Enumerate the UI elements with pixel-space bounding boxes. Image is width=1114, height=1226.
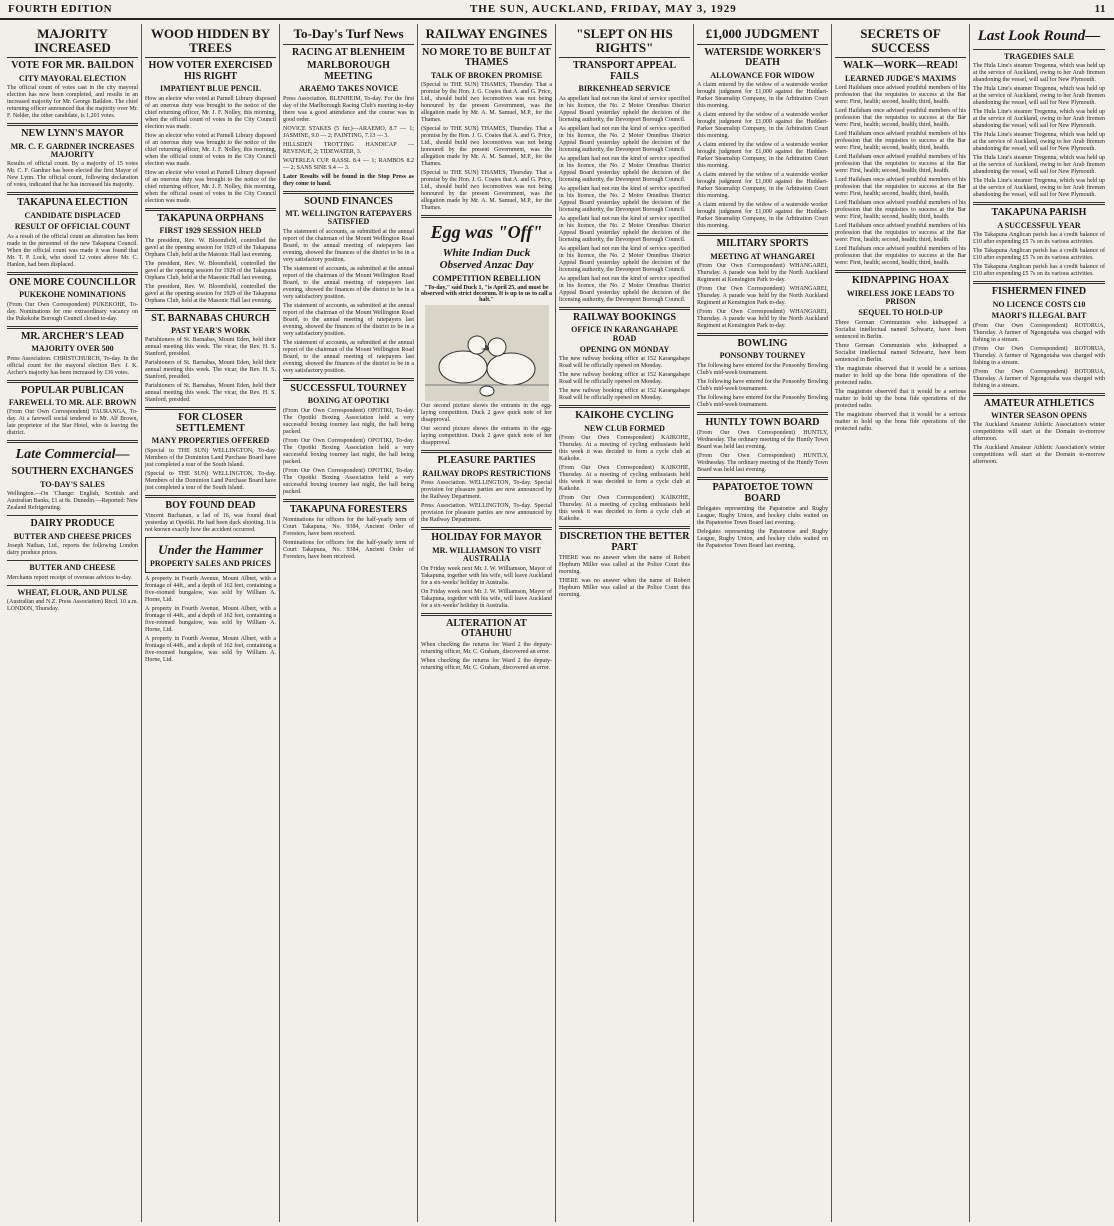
subheadline: TRANSPORT APPEAL FAILS [572, 60, 677, 82]
article-text: How an elector who voted at Parnell Library disposed of an onerous duty was brought to the notice of the chief returning officer, Mr. J. F. Nolley, this morning, when the official count of votes in the City Council election was made. [145, 132, 276, 167]
article-text: A claim entered by the widow of a waterside worker brought judgment for £1,000 against the Huddart-Parker Steamship Company, in the Arbitration Court this morning. [697, 142, 828, 170]
subheadline: SEQUEL TO HOLD-UP [858, 308, 943, 318]
subheadline: MR. WILLIAMSON TO VISIT AUSTRALIA [432, 545, 541, 564]
subheadline: TRAGEDIES SALE [1003, 52, 1075, 61]
subheadline: HOW VOTER EXERCISED HIS RIGHT [148, 60, 273, 82]
article-text: The new railway booking office at 152 Karangahape Road will be officially opened on Monday. [559, 372, 690, 386]
headline: WHEAT, FLOUR, AND PULSE [17, 587, 128, 597]
article-text: (From Our Own Correspondent) KAIKOHE, Thursday. At a meeting of cycling enthusiasts held this week it was decided to form a cycle club at Kaikohe. [559, 495, 690, 523]
subheadline: PROPERTY SALES AND PRICES [150, 558, 271, 568]
article-text: The following have entered for the Ponsonby Bowling Club's mid-week tournament. [697, 378, 828, 392]
article-text: (From Our Own Correspondent) KAIKOHE, Thursday. At a meeting of cycling enthusiasts held this week it was decided to form a cycle club at Kaikohe. [559, 435, 690, 463]
article-text: Our second picture shows the entrants in the egg-laying competition. Duck 2 gave quick note of her disapproval. [421, 403, 552, 424]
article-text: A claim entered by the widow of a waterside worker brought judgment for £1,000 against the Huddart-Parker Steamship Company, in the Arbitration Court this morning. [697, 82, 828, 110]
subheadline: ARAEMO TAKES NOVICE [299, 84, 398, 94]
columns [4, 24, 1110, 1222]
article-text: A property in Fourth Avenue, Mount Albert, with a frontage of 44ft., and a depth of 162 feet, containing a five-roomed bungalow, was sold by William A. Horne, Ltd. [145, 606, 276, 634]
article-text: The magistrate observed that it would be a serious matter to hold up the bona fide operations of the protected radio. [835, 411, 966, 432]
subheadline: TO-DAY'S SALES [40, 479, 105, 489]
article-text: The Hula Line's steamer Tregenna, which was held up at the service of Auckland, owing to her Arab firemen abandoning the vessel, will sail for New Plymouth. [973, 86, 1105, 107]
subheadline: RAILWAY DROPS RESTRICTIONS [422, 468, 551, 478]
headline: NEW LYNN'S MAYOR [21, 128, 124, 140]
article-text: (Special to THE SUN) WELLINGTON, To-day. Members of the Dominion Land Purchase Board have just completed a tour of the South Island. [145, 470, 276, 491]
headline: ONE MORE COUNCILLOR [9, 276, 136, 288]
column-4 [418, 24, 556, 1222]
page-number: 11 [1094, 3, 1106, 15]
headline: TAKAPUNA PARISH [991, 207, 1087, 219]
headline: RAILWAY ENGINES [425, 26, 548, 41]
article-text: THERE was no answer when the name of Robert Hepburn Miller was called at the Police Court this morning. [559, 555, 690, 576]
article-text: (From Our Own Correspondent) HUNTLY, Wednesday. The ordinary meeting of the Huntly Town Board was held last evening. [697, 430, 828, 451]
article-text: (From Our Own Correspondent) OPOTIKI, To-day. The Opotiki Boxing Association held a very successful boxing tourney last night, the hall being packed. [283, 437, 414, 465]
headline: ST. BARNABAS CHURCH [151, 312, 270, 324]
subheadline: MR. C. F. GARDNER INCREASES MAJORITY [10, 141, 135, 160]
headline: TAKAPUNA ELECTION [17, 197, 128, 209]
headline: POPULAR PUBLICAN [20, 384, 125, 396]
article-text: (From Our Own Correspondent) ROTORUA, Thursday. A farmer of Ngongotaha was charged with fishing in a stream. [973, 322, 1105, 343]
edition-label: FOURTH EDITION [8, 3, 113, 15]
subheadline: BIRKENHEAD SERVICE [578, 84, 671, 94]
article-text: Lord Hailsham once advised youthful members of his profession that the requisites to success at the Bar were: First, health; second, health; third, health. [835, 246, 966, 267]
subheadline: OFFICE IN KARANGAHAPE ROAD [571, 325, 678, 343]
subheadline: TALK OF BROKEN PROMISE [431, 70, 542, 80]
headline: FISHERMEN FINED [991, 286, 1087, 298]
subheadline: CANDIDATE DISPLACED [24, 210, 121, 220]
headline: FOR CLOSER SETTLEMENT [176, 412, 245, 434]
article-text: Nominations for officers for the half-yearly term of Court Takapuna, No. 9384, Ancient Order of Foresters, have been received. [283, 540, 414, 561]
article-text: Merchants report receipt of overseas advices to-day. [7, 574, 133, 581]
article-text: Lord Hailsham once advised youthful members of his profession that the requisites to success at the Bar were: First, health; second, health; third, health. [835, 131, 966, 152]
article-text: How an elector who voted at Parnell Library disposed of an onerous duty was brought to the notice of the chief returning officer, Mr. J. F. Nolley, this morning, when the official count of votes in the City Council election was made. [145, 95, 276, 130]
headline: TAKAPUNA FORESTERS [289, 503, 408, 515]
article-text: A property in Fourth Avenue, Mount Albert, with a frontage of 44ft., and a depth of 162 feet, containing a five-roomed bungalow, was sold by William A. Horne, Ltd. [145, 576, 276, 604]
article-text: Results of official count. By a majority of 15 votes Mr. C. F. Gardner has been elected the first Mayor of New Lynn. The official count, following declaration of votes, indicated that he has increased his majority. [7, 161, 138, 189]
article-text: The official count of votes cast in the city mayoral election has now been completed, and results in an increased majority for Mr. George Baildon. The chief returning officer announced that the majority over Mr. F. Nelder, the other candidate, is 1,201 votes. [7, 85, 138, 120]
article-text: The new railway booking office at 152 Karangahape Road will be officially opened on Monday. [559, 356, 690, 370]
subheadline: RACING AT BLENHEIM [292, 46, 405, 58]
headline: PLEASURE PARTIES [437, 455, 536, 467]
headline: RAILWAY BOOKINGS [572, 311, 677, 323]
article-text: The Hula Line's steamer Tregenna, which was held up at the service of Auckland, owing to her Arab firemen abandoning the vessel, will sail for New Plymouth. [973, 109, 1105, 130]
subheadline: OPENING ON MONDAY [579, 344, 670, 354]
article-text: As appellant had not run the kind of service specified in his licence, the No. 2 Motor Omnibus District Appeal Board yesterday upheld the decision of the licensing authority, the Devonport Borough Council. [559, 215, 690, 243]
paper-title: THE SUN, AUCKLAND, FRIDAY, MAY 3, 1929 [469, 3, 737, 15]
article-text: A claim entered by the widow of a waterside worker brought judgment for £1,000 against the Huddart-Parker Steamship Company, in the Arbitration Court this morning. [697, 202, 828, 230]
article-text: When checking the returns for Ward 2 the deputy-returning officer, Mr. C. Graham, discovered an error. [421, 657, 552, 671]
article-text: (From Our Own Correspondent) OPOTIKI, To-day. The Opotiki Boxing Association held a very successful boxing tourney last night, the hall being packed. [283, 467, 414, 495]
article-text: As appellant had not run the kind of service specified in his licence, the No. 2 Motor Omnibus District Appeal Board yesterday upheld the decision of the licensing authority, the Devonport Borough Council. [559, 245, 690, 273]
article-text: As appellant had not run the kind of service specified in his licence, the No. 2 Motor Omnibus District Appeal Board yesterday upheld the decision of the licensing authority, the Devonport Borough Council. [559, 185, 690, 213]
stop-press-note: Later Results will be found in the Stop Press as they come to hand. [283, 173, 414, 187]
subheadline: FAREWELL TO MR. ALF. BROWN [8, 398, 137, 408]
article-text: (Special to THE SUN) THAMES, Thursday. That a promise by the Hon. J. G. Coates that A. and G. Price, Ltd., should build two locomotives was not being honoured by the present Government, was the allegation made by Mr. A. M. Samuel, M.P., for the Thames. [421, 82, 552, 124]
column-8 [970, 24, 1108, 1222]
article-text: The Takapuna Anglican parish has a credit balance of £10 after expending £5 7s on its various activities. [973, 248, 1105, 262]
subheadline: MT. WELLINGTON RATEPAYERS SATISFIED [285, 209, 412, 227]
article-text: (From Our Own Correspondent) OPOTIKI, To-day. The Opotiki Boxing Association held a very successful boxing tourney last night, the hall being packed. [283, 407, 414, 435]
article-text: A claim entered by the widow of a waterside worker brought judgment for £1,000 against the Huddart-Parker Steamship Company, in the Arbitration Court this morning. [697, 172, 828, 200]
feature-box [145, 537, 276, 573]
subheadline: WIRELESS JOKE LEADS TO PRISON [846, 288, 955, 307]
article-text: Wellington.—On 'Change: English, Scottish and Australian Banks, £1 at 8s. Dunedin.—Reported: New Zealand Refrigerating. [7, 491, 138, 512]
article-text: A property in Fourth Avenue, Mount Albert, with a frontage of 44ft., and a depth of 162 feet, containing a five-roomed bungalow, was sold by William A. Horne, Ltd. [145, 636, 276, 664]
article-text: Delegates representing the Papatoetoe and Rugby League, Rugby Union, and hockey clubs waited on the Papatoetoe Town Board last evening. [697, 529, 828, 550]
article-text: A claim entered by the widow of a waterside worker brought judgment for £1,000 against the Huddart-Parker Steamship Company, in the Arbitration Court this morning. [697, 112, 828, 140]
article-text: (From Our Own Correspondent) ROTORUA, Thursday. A farmer of Ngongotaha was charged with fishing in a stream. [973, 345, 1105, 366]
headline: TAKAPUNA ORPHANS [157, 212, 264, 224]
article-text: As a result of the official count an alteration has been made in the personnel of the new Takapuna Council. When the official count was made it was found that Mr. T. P. Lock, who stood 12 votes above Mr. C. Hanlon, had been displaced. [7, 233, 138, 268]
article-text: The Hula Line's steamer Tregenna, which was held up at the service of Auckland, owing to her Arab firemen abandoning the vessel, will sail for New Plymouth. [973, 63, 1105, 84]
headline: KIDNAPPING HOAX [852, 275, 949, 287]
article-text: Three German Communists who kidnapped a Socialist intellectual named Schwartz, have been sentenced in Berlin. [835, 319, 966, 340]
article-text: The magistrate observed that it would be a serious matter to hold up the bona fide operations of the protected radio. [835, 365, 966, 386]
subheadline: WINTER SEASON OPENS [990, 411, 1088, 421]
article-text: The statement of accounts, as submitted at the annual report of the chairman of the Mount Wellington Road Board, to the annual meeting of ratepayers last evening, showed the finances of the district to be in a very satisfactory position. [283, 265, 414, 300]
subheadline: MANY PROPERTIES OFFERED [151, 436, 270, 446]
subheadline: CITY MAYORAL ELECTION [19, 73, 126, 83]
headline: BOY FOUND DEAD [165, 499, 256, 511]
subheadline: BOXING AT OPOTIKI [307, 396, 390, 406]
subheadline: MEETING AT WHANGAREI [710, 251, 815, 261]
headline: SOUTHERN EXCHANGES [11, 466, 134, 478]
headline: AMATEUR ATHLETICS [983, 397, 1095, 409]
headline: "SLEPT ON HIS RIGHTS" [576, 26, 673, 55]
headline: WOOD HIDDEN BY TREES [150, 26, 271, 55]
headline: SECRETS OF SUCCESS [860, 26, 941, 55]
article-text: (From Our Own Correspondent) WHANGAREI, Thursday. A parade was held by the North Auckland Regiment at Kensington Park to-day. [697, 285, 828, 306]
column-5 [556, 24, 694, 1222]
article-text: (From Our Own Correspondent) KAIKOHE, Thursday. At a meeting of cycling enthusiasts held this week it was decided to form a cycle club at Kaikohe. [559, 465, 690, 493]
subheadline: IMPATIENT BLUE PENCIL [160, 84, 261, 94]
article-text: How an elector who voted at Parnell Library disposed of an onerous duty was brought to the notice of the chief returning officer, Mr. J. F. Nolley, this morning, when the official count of votes in the City Council election was made. [145, 169, 276, 204]
headline: BUTTER AND CHEESE [29, 563, 116, 573]
subheadline: MAJORITY OVER 500 [31, 344, 114, 354]
subheadline: LEARNED JUDGE'S MAXIMS [844, 73, 957, 83]
article-text: (From Our Own Correspondent) WHANGAREI, Thursday. A parade was held by the North Auckland Regiment at Kensington Park to-day. [697, 308, 828, 329]
article-text: When checking the returns for Ward 2 the deputy-returning officer, Mr. C. Graham, discovered an error. [421, 641, 552, 655]
article-text: Lord Hailsham once advised youthful members of his profession that the requisites to success at the Bar were: First, health; second, health; third, health. [835, 200, 966, 221]
column-1 [4, 24, 142, 1222]
article-text: Lord Hailsham once advised youthful members of his profession that the requisites to success at the Bar were: First, health; second, health; third, health. [835, 177, 966, 198]
article-text: Parishioners of St. Barnabas, Mount Eden, held their annual meeting this week. The vicar, the Rev. H. S. Stanford, presided. [145, 337, 276, 358]
article-text: Press Association. WELLINGTON, To-day. Special provision for pleasure parties are now announced by the Railway Department. [421, 480, 552, 501]
article-text: (From Our Own Correspondent) TAURANGA, To-day. At a farewell social tendered to Mr. Alf Brown, late proprietor of the Star Hotel, who is leaving the district. [7, 409, 138, 437]
race-result: WATERLEA CUP. RASSL 8.4 — 1; RAMBOS 8.2 — 2; SANS SINE 9.4 — 3. [283, 157, 414, 171]
subheadline: NEW CLUB FORMED [584, 423, 665, 433]
subheadline: MAORI'S ILLEGAL BAIT [991, 311, 1087, 321]
article-text: On Friday week next Mr. J. W. Williamson, Mayor of Takapuna, together with his wife, will leave Auckland for a six-weeks' holiday in Australia. [421, 588, 552, 609]
subheadline: VOTE FOR MR. BAILDON [11, 60, 134, 72]
article-text: (Special to THE SUN) THAMES, Thursday. That a promise by the Hon. J. G. Coates that A. and G. Price, Ltd., should build two locomotives was not being honoured by the present Government, was the allegation made by Mr. A. M. Samuel, M.P., for the Thames. [421, 170, 552, 212]
article-text: Lord Hailsham once advised youthful members of his profession that the requisites to success at the Bar were: First, health; second, health; third, health. [835, 223, 966, 244]
article-text: (From Our Own Correspondent) WHANGAREI, Thursday. A parade was held by the North Auckland Regiment at Kensington Park to-day. [697, 262, 828, 283]
article-text: Lord Hailsham once advised youthful members of his profession that the requisites to success at the Bar were: First, health; second, health; third, health. [835, 154, 966, 175]
headline: Under the Hammer [158, 542, 263, 558]
headline: MR. ARCHER'S LEAD [20, 330, 125, 342]
article-text: Press Association. BLENHEIM, To-day. For the first day of the Marlborough Racing Club's meeting to-day there was a good attendance and the course was in good order. [283, 95, 414, 123]
subheadline: A SUCCESSFUL YEAR [997, 220, 1081, 230]
article-text: The following have entered for the Ponsonby Bowling Club's mid-week tournament. [697, 394, 828, 408]
article-text: Joseph Nathan, Ltd., reports the following London dairy produce prices. [7, 543, 138, 557]
article-text: Vincent Buchanan, a lad of 16, was found dead yesterday at Opotiki. He had been duck shooting. It is not known exactly how the accident occurred. [145, 513, 276, 534]
article-text: Lord Hailsham once advised youthful members of his profession that the requisites to success at the Bar were: First, health; second, health; third, health. [835, 108, 966, 129]
column-2 [142, 24, 280, 1222]
article-text: The Auckland Amateur Athletic Association's winter competitions will start at the Domain to-morrow afternoon. [973, 422, 1105, 443]
article-text: (Australian and N.Z. Press Association) Recd. 10 a.m. LONDON, Thursday. [7, 598, 138, 612]
headline: To-Day's Turf News [293, 26, 404, 41]
article-text: Parishioners of St. Barnabas, Mount Eden, held their annual meeting this week. The vicar, the Rev. H. S. Stanford, presided. [145, 360, 276, 381]
article-text: Delegates representing the Papatoetoe and Rugby League, Rugby Union, and hockey clubs waited on the Papatoetoe Town Board last evening. [697, 506, 828, 527]
article-text: The statement of accounts, as submitted at the annual report of the chairman of the Mount Wellington Road Board, to the annual meeting of ratepayers last evening, showed the finances of the district to be in a very satisfactory position. [283, 228, 414, 263]
article-text: Three German Communists who kidnapped a Socialist intellectual named Schwartz, have been sentenced in Berlin. [835, 342, 966, 363]
headline: ALTERATION AT OTAHUHU [446, 617, 527, 640]
duck-illustration [425, 305, 549, 401]
subheadline: COMPETITION REBELLION [432, 274, 541, 284]
section-title: Last Look Round— [977, 28, 1101, 44]
headline: MAJORITY INCREASED [34, 26, 111, 55]
article-text: The statement of accounts, as submitted at the annual report of the chairman of the Mount Wellington Road Board, to the annual meeting of ratepayers last evening, showed the finances of the district to be in a very satisfactory position. [283, 339, 414, 374]
subheadline: RESULT OF OFFICIAL COUNT [14, 222, 131, 232]
headline: SOUND FINANCES [304, 195, 393, 207]
article-text: (Special to THE SUN) WELLINGTON, To-day. Members of the Dominion Land Purchase Board have just completed a tour of the South Island. [145, 447, 276, 468]
article-text: (From Our Own Correspondent) PUKEKOHE, To-day. Nominations for one extraordinary vacancy on the Pukekohe Borough Council closed to-day. [7, 301, 138, 322]
section-title: Late Commercial— [15, 447, 130, 463]
article-text: The Hula Line's steamer Tregenna, which was held up at the service of Auckland, owing to her Arab firemen abandoning the vessel, will sail for New Plymouth. [973, 155, 1105, 176]
article-text: The Hula Line's steamer Tregenna, which was held up at the service of Auckland, owing to her Arab firemen abandoning the vessel, will sail for New Plymouth. [973, 132, 1105, 153]
column-6 [694, 24, 832, 1222]
article-text: (Special to THE SUN) THAMES, Thursday. That a promise by the Hon. J. G. Coates that A. and G. Price, Ltd., should build two locomotives was not being honoured by the present Government, was the allegation made by Mr. A. M. Samuel, M.P., for the Thames. [421, 126, 552, 168]
article-text: The magistrate observed that it would be a serious matter to hold up the bona fide operations of the protected radio. [835, 388, 966, 409]
subheadline: BUTTER AND CHEESE PRICES [13, 531, 132, 541]
photo-caption: "To-day," said Duck 1, "is April 25, and must be observed with strict decorum. It is up to us to call a halt." [421, 285, 552, 304]
subheadline: WATERSIDE WORKER'S DEATH [704, 46, 821, 69]
article-text: THERE was no answer when the name of Robert Hepburn Miller was called at the Police Court this morning. [559, 578, 690, 599]
article-text: The Hula Line's steamer Tregenna, which was held up at the service of Auckland, owing to her Arab firemen abandoning the vessel, will sail for New Plymouth. [973, 178, 1105, 199]
article-text: The Takapuna Anglican parish has a credit balance of £10 after expending £5 7s on its various activities. [973, 232, 1105, 246]
article-text: The new railway booking office at 152 Karangahape Road will be officially opened on Monday. [559, 388, 690, 402]
article-text: The president, Rev. W. Bloomfield, controlled the gavel at the opening session for 1929 of the Takapuna Orphans Club, held at the Masonic Hall last evening. [145, 237, 276, 258]
subheadline: PAST YEAR'S WORK [171, 326, 250, 336]
headline: MILITARY SPORTS [716, 238, 809, 250]
masthead [0, 0, 1114, 20]
headline: KAIKOHE CYCLING [575, 410, 674, 422]
article-text: The president, Rev. W. Bloomfield, controlled the gavel at the opening session for 1929 of the Takapuna Orphans Club, held at the Masonic Hall last evening. [145, 283, 276, 304]
article-text: Lord Hailsham once advised youthful members of his profession that the requisites to success at the Bar were: First, health; second, health; third, health. [835, 85, 966, 106]
column-7 [832, 24, 970, 1222]
subheadline: ALLOWANCE FOR WIDOW [710, 70, 815, 80]
subheadline: NO LICENCE COSTS £10 [992, 299, 1086, 309]
article-text: (From Our Own Correspondent) ROTORUA, Thursday. A farmer of Ngongotaha was charged with fishing in a stream. [973, 368, 1105, 389]
article-text: The Auckland Amateur Athletic Association's winter competitions will start at the Domain to-morrow afternoon. [973, 445, 1105, 466]
article-text: As appellant had not run the kind of service specified in his licence, the No. 2 Motor Omnibus District Appeal Board yesterday upheld the decision of the licensing authority, the Devonport Borough Council. [559, 155, 690, 183]
article-text: The president, Rev. W. Bloomfield, controlled the gavel at the opening session for 1929 of the Takapuna Orphans Club, held at the Masonic Hall last evening. [145, 260, 276, 281]
article-text: The following have entered for the Ponsonby Bowling Club's mid-week tournament. [697, 362, 828, 376]
article-text: As appellant had not run the kind of service specified in his licence, the No. 2 Motor Omnibus District Appeal Board yesterday upheld the decision of the licensing authority, the Devonport Borough Council. [559, 125, 690, 153]
headline: DISCRETION THE BETTER PART [559, 531, 690, 553]
article-text: Parishioners of St. Barnabas, Mount Eden, held their annual meeting this week. The vicar, the Rev. H. S. Stanford, presided. [145, 383, 276, 404]
headline: DAIRY PRODUCE [30, 518, 115, 530]
race-result: NOVICE STAKES (5 fur.)—ARAEMO, 8.7 — 1; JASMINE, 9.0 — 2; FAINTING, 7.13 — 3. [283, 125, 414, 139]
article-text: On Friday week next Mr. J. W. Williamson, Mayor of Takapuna, together with his wife, will leave Auckland for a six-weeks' holiday in Australia. [421, 565, 552, 586]
headline: SUCCESSFUL TOURNEY [290, 382, 407, 394]
subheadline: WALK—WORK—READ! [842, 60, 958, 72]
headline: £1,000 JUDGMENT [705, 26, 820, 41]
article-text: Press Association. CHRISTCHURCH, To-day. In the official count for the mayoral election Rev. J. K. Archer's majority has been increased by 136 votes. [7, 355, 138, 376]
headline: PAPATOETOE TOWN BOARD [712, 482, 813, 504]
article-text: The statement of accounts, as submitted at the annual report of the chairman of the Mount Wellington Road Board, to the annual meeting of ratepayers last evening, showed the finances of the district to be in a very satisfactory position. [283, 302, 414, 337]
subheadline: FIRST 1929 SESSION HELD [159, 226, 262, 236]
headline: HOLIDAY FOR MAYOR [431, 532, 542, 544]
subheadline: NO MORE TO BE BUILT AT THAMES [422, 46, 551, 69]
subheadline: MARLBOROUGH MEETING [307, 60, 390, 82]
column-3 [280, 24, 418, 1222]
subheadline: PONSONBY TOURNEY [719, 351, 806, 361]
article-text: As appellant had not run the kind of service specified in his licence, the No. 2 Motor Omnibus District Appeal Board yesterday upheld the decision of the licensing authority, the Devonport Borough Council. [559, 95, 690, 123]
article-text: Press Association. WELLINGTON, To-day. Special provision for pleasure parties are now announced by the Railway Department. [421, 503, 552, 524]
feature-subheadline: White Indian Duck Observed Anzac Day [439, 247, 534, 272]
article-text: As appellant had not run the kind of service specified in his licence, the No. 2 Motor Omnibus District Appeal Board yesterday upheld the decision of the licensing authority, the Devonport Borough Council. [559, 275, 690, 303]
headline: BOWLING [737, 337, 788, 349]
article-text: The Takapuna Anglican parish has a credit balance of £10 after expending £5 7s on its various activities. [973, 264, 1105, 278]
feature-headline: Egg was "Off" [430, 222, 543, 243]
article-text: Our second picture shows the entrants in the egg-laying competition. Duck 2 gave quick note of her disapproval. [421, 426, 552, 447]
headline: HUNTLY TOWN BOARD [705, 416, 820, 428]
subheadline: PUKEKOHE NOMINATIONS [19, 290, 126, 300]
article-text: Nominations for officers for the half-yearly term of Court Takapuna, No. 9384, Ancient Order of Foresters, have been received. [283, 517, 414, 538]
article-text: (From Our Own Correspondent) HUNTLY, Wednesday. The ordinary meeting of the Huntly Town Board was held last evening. [697, 453, 828, 474]
race-result: HILLSDEN TROTTING HANDICAP — REVENUE, 2; TIDEWATER, 3. [283, 141, 414, 155]
